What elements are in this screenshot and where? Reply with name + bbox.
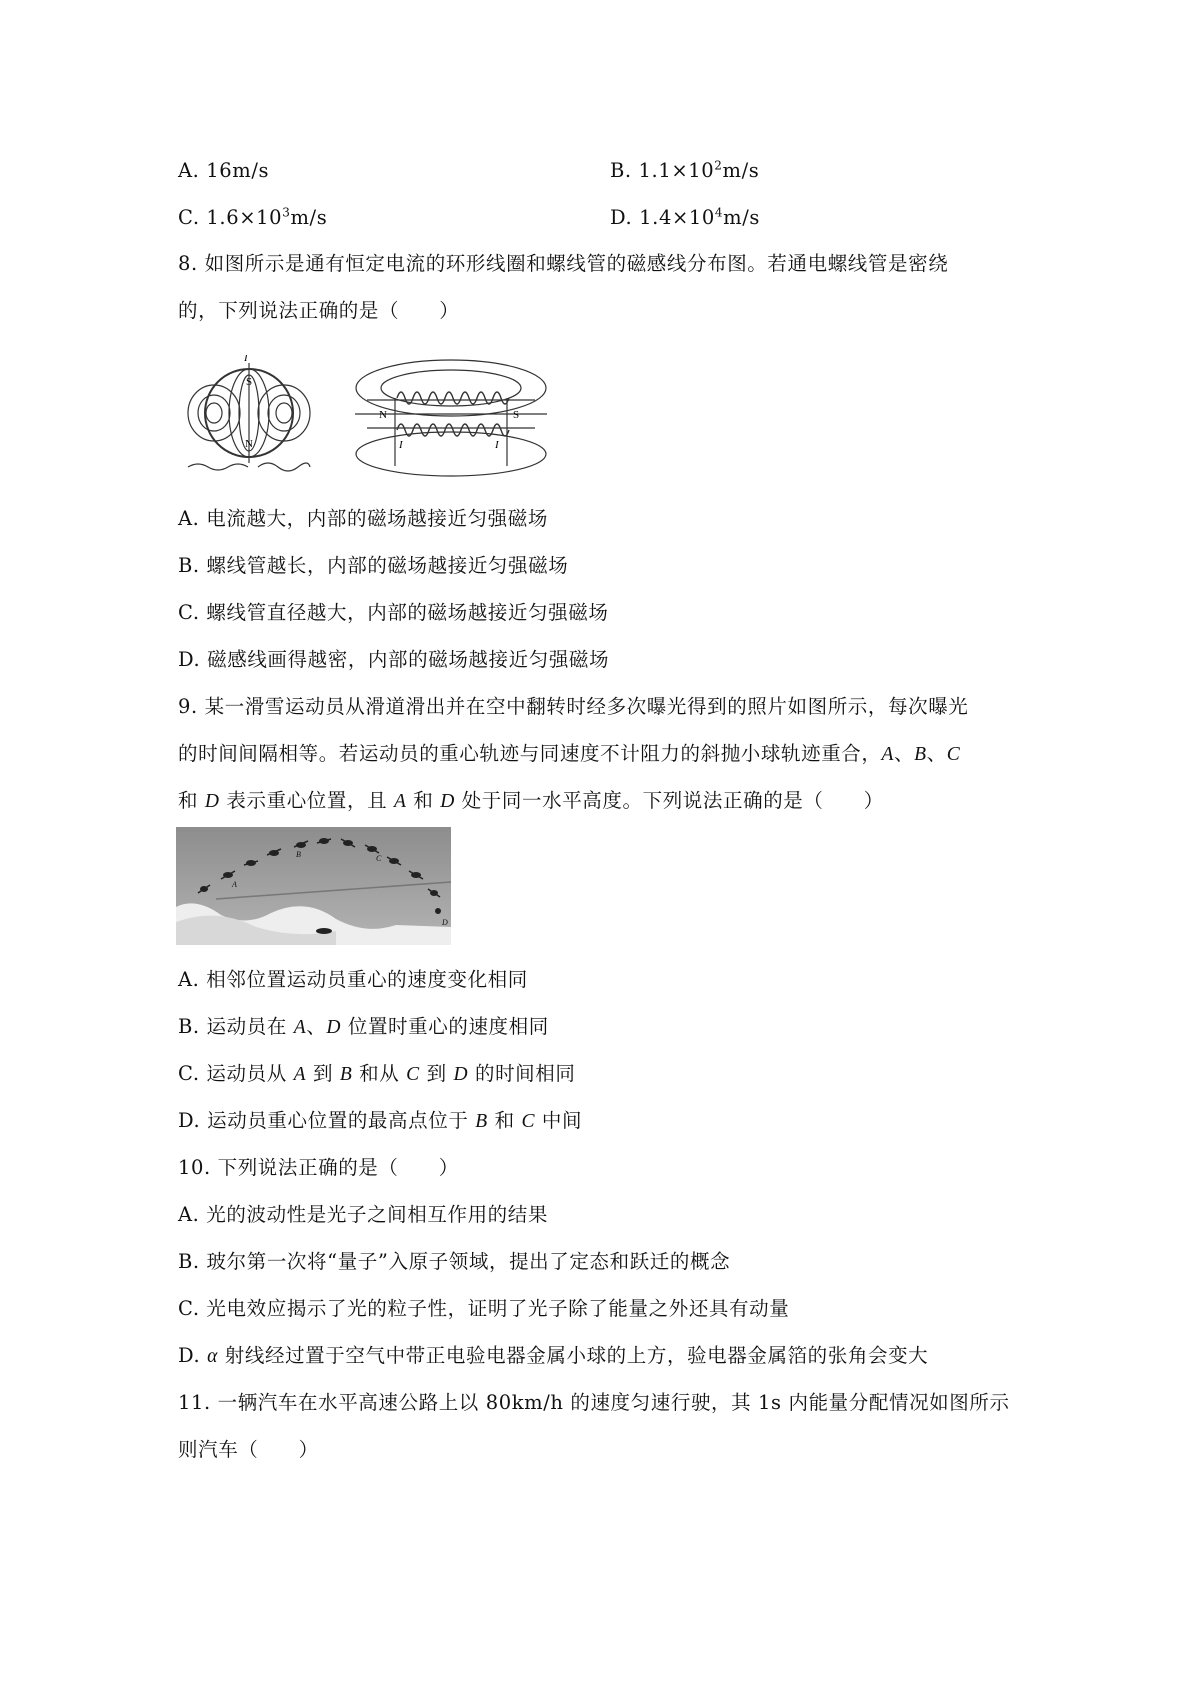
- q7-option-d: D. $1.4\times 10^4m/s$: [610, 205, 761, 229]
- solenoid-field-figure: [347, 348, 555, 480]
- q8-option-d: D. 磁感线画得越密，内部的磁场越接近匀强磁场: [178, 648, 610, 671]
- skier-multi-exposure-photo: [176, 827, 451, 945]
- q9-stem-line-1: 9. 某一滑雪运动员从滑道滑出并在空中翻转时经多次曝光得到的照片如图所示，每次曝光: [178, 695, 969, 718]
- q9-option-d: D. 运动员重心位置的最高点位于 B 和 C 中间: [178, 1109, 583, 1132]
- q10-stem: 10. 下列说法正确的是（ ）: [178, 1156, 459, 1179]
- photo-label-a: A: [232, 880, 237, 889]
- photo-label-c: C: [376, 854, 382, 863]
- q11-stem-line-1: 11. 一辆汽车在水平高速公路上以 80km/h 的速度匀速行驶，其 1s 内能量分配情况如图所示: [178, 1391, 1010, 1414]
- q10-option-c: C. 光电效应揭示了光的粒子性，证明了光子除了能量之外还具有动量: [178, 1297, 790, 1320]
- q8-stem-line-1: 8. 如图所示是通有恒定电流的环形线圈和螺线管的磁感线分布图。若通电螺线管是密绕: [178, 252, 949, 275]
- q10-option-a: A. 光的波动性是光子之间相互作用的结果: [178, 1203, 548, 1226]
- q9-stem-line-3: 和 D 表示重心位置，且 A 和 D 处于同一水平高度。下列说法正确的是（ ）: [178, 789, 884, 812]
- q7-options-row-1: [178, 158, 760, 184]
- ring-label-current: I: [244, 355, 248, 364]
- q7-option-c: C. $1.6\times 10^3m/s$: [178, 205, 328, 229]
- ring-label-n: N: [245, 438, 253, 450]
- q9-option-a: A. 相邻位置运动员重心的速度变化相同: [178, 968, 528, 991]
- q8-option-a: A. 电流越大，内部的磁场越接近匀强磁场: [178, 507, 548, 530]
- solenoid-label-s: S: [513, 409, 520, 421]
- solenoid-label-n: N: [379, 409, 387, 421]
- q7-options-row-2: [178, 205, 761, 231]
- q10-option-b: B. 玻尔第一次将“量子”入原子领域，提出了定态和跃迁的概念: [178, 1250, 731, 1273]
- ring-label-s: S: [245, 376, 253, 388]
- q8-stem-line-2: 的，下列说法正确的是（ ）: [178, 299, 460, 322]
- photo-label-b: B: [296, 850, 301, 859]
- q11-stem-line-2: 则汽车（ ）: [178, 1438, 319, 1461]
- solenoid-label-current-left: I: [399, 439, 403, 451]
- photo-label-d: D: [442, 918, 448, 927]
- ring-coil-field-figure: [178, 355, 321, 477]
- q9-option-c: C. 运动员从 A 到 B 和从 C 到 D 的时间相同: [178, 1062, 576, 1085]
- q7-option-b: B. $1.1\times 10^2m/s$: [610, 158, 760, 182]
- q9-stem-line-2: 的时间间隔相等。若运动员的重心轨迹与同速度不计阻力的斜抛小球轨迹重合，A、B、C: [178, 742, 961, 765]
- q9-option-b: B. 运动员在 A、D 位置时重心的速度相同: [178, 1015, 549, 1038]
- solenoid-label-current-right: I: [495, 439, 499, 451]
- q10-option-d: D. α 射线经过置于空气中带正电验电器金属小球的上方，验电器金属箔的张角会变大: [178, 1344, 929, 1367]
- q8-option-c: C. 螺线管直径越大，内部的磁场越接近匀强磁场: [178, 601, 609, 624]
- q8-option-b: B. 螺线管越长，内部的磁场越接近匀强磁场: [178, 554, 569, 577]
- q7-option-a: A. 16m/s: [178, 159, 270, 182]
